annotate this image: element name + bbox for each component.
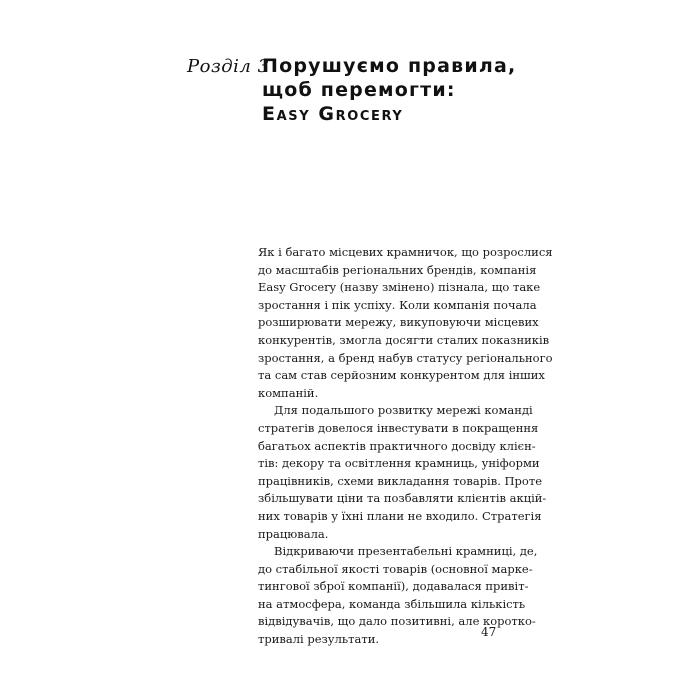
text-line: тингової зброї компанії), додавалася привіт- (258, 579, 529, 594)
paragraph (258, 402, 547, 543)
page-number: 47 (481, 625, 497, 639)
text-line: Для подальшого розвитку мережі команді (274, 403, 533, 418)
text-line: працювала. (258, 526, 329, 541)
text-line: Відкриваючи презентабельні крамниці, де, (274, 544, 538, 559)
text-line: них товарів у їхні плани не входило. Стратегія (258, 508, 542, 523)
text-line: тів: декору та освітлення крамниць, уніформи (258, 456, 540, 471)
chapter-title-line: Easy Grocery (262, 103, 404, 125)
text-line: конкурентів, змогла досягти сталих показників (258, 332, 550, 347)
chapter-title-line: Порушуємо правила, (262, 55, 517, 77)
chapter-title (262, 54, 516, 126)
paragraph (258, 543, 538, 649)
chapter-title-line: щоб перемогти: (262, 79, 456, 101)
text-line: відвідувачів, що дало позитивні, але коротко- (258, 614, 536, 629)
text-line: розширювати мережу, викуповуючи місцевих (258, 315, 539, 330)
text-line: Як і багато місцевих крамничок, що розрослися (258, 245, 553, 259)
text-line: на атмосфера, команда збільшила кількість (258, 596, 526, 611)
text-line: стратегів довелося інвестувати в покращення (258, 420, 539, 435)
text-line: Easy Grocery (назву змінено) пізнала, що таке (258, 280, 541, 295)
text-line: тривалі результати. (258, 632, 380, 647)
text-line: компаній. (258, 385, 319, 400)
text-line: до стабільної якості товарів (основної марке- (258, 561, 533, 576)
text-line: багатьох аспектів практичного досвіду клієн- (258, 438, 536, 453)
text-line: збільшувати ціни та позбавляти клієнтів акцій- (258, 491, 547, 506)
text-line: зростання і пік успіху. Коли компанія почала (258, 297, 537, 312)
body-text (258, 244, 553, 649)
text-line: зростання, а бренд набув статусу регіонального (258, 350, 553, 365)
text-line: до масштабів регіональних брендів, компанія (258, 262, 537, 277)
paragraph (258, 244, 553, 402)
text-line: працівників, схеми викладання товарів. Проте (258, 473, 542, 488)
chapter-label: Розділ 3 (187, 56, 270, 77)
text-line: та сам став серйозним конкурентом для інших (258, 368, 545, 383)
